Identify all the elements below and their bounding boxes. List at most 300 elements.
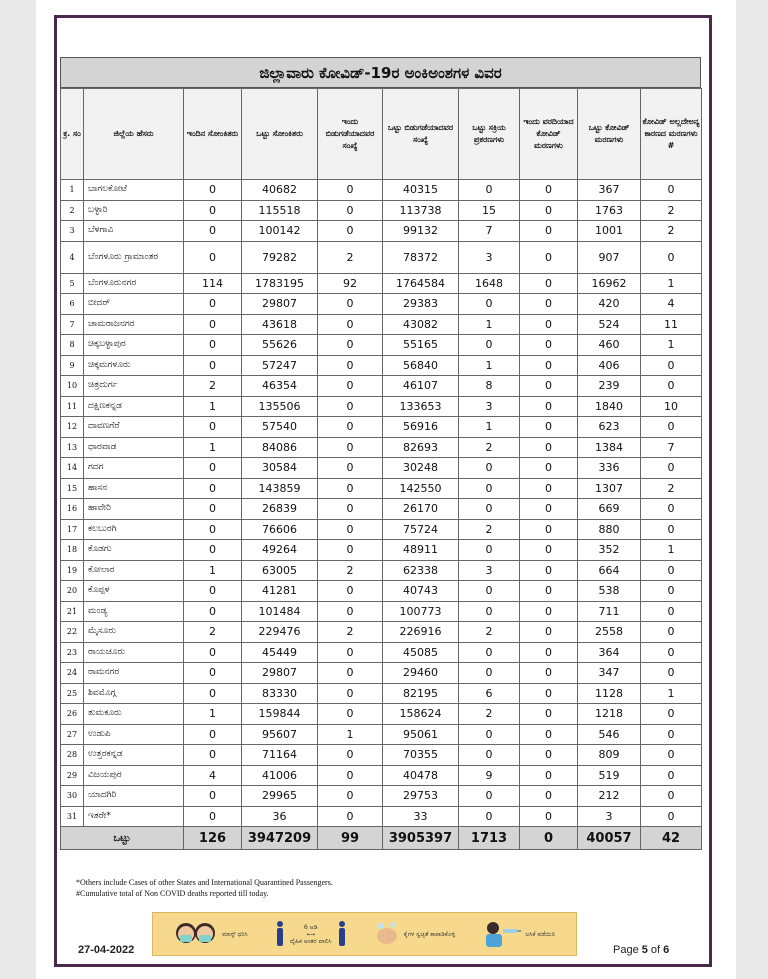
cell-serial: 19 [61,560,84,581]
cell-non-covid-deaths: 0 [641,704,702,725]
total-today-cases: 126 [184,827,242,850]
cell-total-deaths: 538 [578,581,641,602]
cell-district: ಕೋಲಾರ [84,560,184,581]
cell-serial: 10 [61,376,84,397]
cell-non-covid-deaths: 0 [641,786,702,807]
cell-serial: 21 [61,601,84,622]
col-header-total-discharged: ಒಟ್ಟು ಬಿಡುಗಡೆಯಾದವರ ಸಂಖ್ಯೆ [383,89,459,180]
cell-today-cases: 114 [184,273,242,294]
cell-today-discharged: 92 [318,273,383,294]
banner-distance-label: ದೈಹಿಕ ಅಂತರ ಪಾಲಿಸಿ [289,937,332,945]
cell-district: ಧಾರವಾಡ [84,437,184,458]
cell-today-discharged: 0 [318,221,383,242]
table-row [61,437,702,458]
cell-non-covid-deaths: 0 [641,601,702,622]
cell-serial: 18 [61,540,84,561]
cell-today-discharged: 0 [318,642,383,663]
cell-district: ಹಾಸನ [84,478,184,499]
cell-total-deaths: 1001 [578,221,641,242]
cell-today-cases: 0 [184,417,242,438]
cell-total-discharged: 56840 [383,355,459,376]
table-row [61,540,702,561]
cell-today-cases: 0 [184,221,242,242]
table-row [61,314,702,335]
cell-total-cases: 30584 [242,458,318,479]
cell-total-deaths: 336 [578,458,641,479]
cell-today-cases: 1 [184,437,242,458]
cell-total-cases: 43618 [242,314,318,335]
cell-total-cases: 29807 [242,294,318,315]
cell-total-cases: 159844 [242,704,318,725]
cell-today-discharged: 0 [318,396,383,417]
cell-today-discharged: 0 [318,806,383,827]
cell-active-cases: 2 [459,437,520,458]
cell-today-deaths: 0 [520,745,578,766]
page-total: 6 [663,944,670,956]
cell-total-discharged: 82693 [383,437,459,458]
cell-active-cases: 0 [459,458,520,479]
cell-total-cases: 76606 [242,519,318,540]
cell-district: ಬೀದರ್ [84,294,184,315]
cell-today-deaths: 0 [520,642,578,663]
cell-non-covid-deaths: 0 [641,376,702,397]
cell-today-cases: 4 [184,765,242,786]
cell-serial: 8 [61,335,84,356]
cell-total-cases: 229476 [242,622,318,643]
cell-today-deaths: 0 [520,683,578,704]
cell-non-covid-deaths: 1 [641,540,702,561]
table-row [61,294,702,315]
cell-non-covid-deaths: 0 [641,642,702,663]
cell-active-cases: 0 [459,540,520,561]
cell-total-deaths: 239 [578,376,641,397]
cell-non-covid-deaths: 1 [641,273,702,294]
table-row [61,519,702,540]
total-today-deaths: 0 [520,827,578,850]
table-row [61,581,702,602]
cell-active-cases: 0 [459,601,520,622]
cell-today-cases: 0 [184,180,242,201]
cell-non-covid-deaths: 0 [641,663,702,684]
cell-total-cases: 40682 [242,180,318,201]
cell-today-cases: 0 [184,478,242,499]
cell-total-cases: 83330 [242,683,318,704]
cell-today-deaths: 0 [520,458,578,479]
cell-non-covid-deaths: 0 [641,499,702,520]
cell-today-deaths: 0 [520,437,578,458]
cell-active-cases: 3 [459,241,520,273]
banner-distance-text [290,924,332,945]
cell-today-cases: 0 [184,355,242,376]
table-row [61,417,702,438]
col-header-today-discharged: ಇಂದು ಬಿಡುಗಡೆಯಾದವರ ಸಂಖ್ಯೆ [318,89,383,180]
table-row [61,704,702,725]
cell-active-cases: 1 [459,355,520,376]
col-header-district: ಜಿಲ್ಲೆಯ ಹೆಸರು [84,89,184,180]
cell-serial: 4 [61,241,84,273]
banner-distance-value: 6 ಅಡಿ [304,923,318,931]
table-row [61,221,702,242]
cell-non-covid-deaths: 1 [641,335,702,356]
cell-today-deaths: 0 [520,478,578,499]
cell-serial: 2 [61,200,84,221]
cell-district: ಇತರೇ* [84,806,184,827]
cell-today-discharged: 0 [318,376,383,397]
cell-total-discharged: 95061 [383,724,459,745]
cell-non-covid-deaths: 0 [641,724,702,745]
cell-today-discharged: 0 [318,704,383,725]
cell-non-covid-deaths: 0 [641,519,702,540]
cell-total-discharged: 29383 [383,294,459,315]
cell-today-deaths: 0 [520,200,578,221]
cell-active-cases: 0 [459,663,520,684]
cell-today-deaths: 0 [520,519,578,540]
cell-today-cases: 0 [184,241,242,273]
masked-faces-icon [174,919,218,949]
cell-today-cases: 0 [184,335,242,356]
cell-active-cases: 0 [459,806,520,827]
total-discharged: 3905397 [383,827,459,850]
page-number [613,944,669,956]
cell-serial: 31 [61,806,84,827]
cell-total-discharged: 40743 [383,581,459,602]
cell-total-deaths: 669 [578,499,641,520]
table-row [61,724,702,745]
cell-active-cases: 2 [459,704,520,725]
cell-active-cases: 0 [459,335,520,356]
cell-total-cases: 29965 [242,786,318,807]
page-prefix: Page [613,944,642,956]
total-active-cases: 1713 [459,827,520,850]
footnote-others: *Others include Cases of other States and International Quarantined Passengers. [76,878,333,887]
cell-today-cases: 2 [184,376,242,397]
cell-today-cases: 1 [184,704,242,725]
totals-label: ಒಟ್ಟು [61,827,184,850]
cell-active-cases: 0 [459,294,520,315]
cell-active-cases: 1648 [459,273,520,294]
cell-today-deaths: 0 [520,221,578,242]
table-row [61,499,702,520]
cell-today-cases: 1 [184,396,242,417]
cell-total-cases: 41006 [242,765,318,786]
vaccination-icon [481,919,521,949]
cell-active-cases: 0 [459,180,520,201]
cell-total-discharged: 40315 [383,180,459,201]
cell-today-deaths: 0 [520,663,578,684]
cell-total-discharged: 133653 [383,396,459,417]
total-cases: 3947209 [242,827,318,850]
cell-serial: 23 [61,642,84,663]
cell-total-discharged: 29460 [383,663,459,684]
cell-total-discharged: 56916 [383,417,459,438]
cell-serial: 17 [61,519,84,540]
cell-today-deaths: 0 [520,294,578,315]
cell-today-cases: 0 [184,642,242,663]
cell-non-covid-deaths: 1 [641,683,702,704]
cell-today-discharged: 2 [318,622,383,643]
totals-row [61,827,702,850]
table-row [61,683,702,704]
cell-total-discharged: 75724 [383,519,459,540]
cell-today-discharged: 0 [318,786,383,807]
cell-today-deaths: 0 [520,622,578,643]
cell-district: ಯಾದಗಿರಿ [84,786,184,807]
cell-active-cases: 0 [459,724,520,745]
cell-total-deaths: 3 [578,806,641,827]
cell-district: ತುಮಕೂರು [84,704,184,725]
cell-total-cases: 135506 [242,396,318,417]
person-icon [274,920,286,948]
cell-non-covid-deaths: 2 [641,200,702,221]
cell-active-cases: 8 [459,376,520,397]
cell-serial: 14 [61,458,84,479]
cell-today-discharged: 0 [318,314,383,335]
cell-total-discharged: 40478 [383,765,459,786]
table-row [61,241,702,273]
cell-active-cases: 15 [459,200,520,221]
table-row [61,273,702,294]
cell-today-deaths: 0 [520,765,578,786]
cell-district: ಕೊಪ್ಪಳ [84,581,184,602]
cell-today-discharged: 0 [318,540,383,561]
cell-today-discharged: 0 [318,478,383,499]
cell-total-discharged: 113738 [383,200,459,221]
cell-district: ಗದಗ [84,458,184,479]
cell-total-deaths: 1307 [578,478,641,499]
cell-total-deaths: 623 [578,417,641,438]
cell-today-cases: 2 [184,622,242,643]
cell-today-cases: 0 [184,519,242,540]
report-date: 27-04-2022 [78,944,135,956]
cell-today-cases: 1 [184,560,242,581]
cell-today-cases: 0 [184,294,242,315]
cell-district: ಬೆಂಗಳೂರುನಗರ [84,273,184,294]
cell-total-deaths: 664 [578,560,641,581]
table-row [61,786,702,807]
cell-serial: 6 [61,294,84,315]
cell-today-discharged: 0 [318,335,383,356]
cell-today-cases: 0 [184,540,242,561]
cell-today-deaths: 0 [520,314,578,335]
table-body [61,180,702,827]
cell-serial: 7 [61,314,84,335]
col-header-active-cases: ಒಟ್ಟು ಸಕ್ರಿಯ ಪ್ರಕರಣಗಳು [459,89,520,180]
cell-district: ಚಿಕ್ಕಬಳ್ಳಾಪುರ [84,335,184,356]
cell-non-covid-deaths: 4 [641,294,702,315]
district-covid-table [60,88,702,850]
cell-total-cases: 100142 [242,221,318,242]
cell-total-discharged: 33 [383,806,459,827]
cell-today-discharged: 0 [318,437,383,458]
cell-today-deaths: 0 [520,724,578,745]
cell-today-discharged: 0 [318,765,383,786]
cell-total-cases: 84086 [242,437,318,458]
cell-today-discharged: 0 [318,601,383,622]
cell-district: ಶಿವಮೊಗ್ಗ [84,683,184,704]
cell-active-cases: 0 [459,642,520,663]
cell-district: ಮೈಸೂರು [84,622,184,643]
table-row [61,663,702,684]
cell-non-covid-deaths: 0 [641,355,702,376]
cell-active-cases: 0 [459,499,520,520]
cell-total-deaths: 460 [578,335,641,356]
cell-district: ದಾವಣಗೆರೆ [84,417,184,438]
cell-today-discharged: 0 [318,180,383,201]
table-row [61,396,702,417]
cell-total-discharged: 48911 [383,540,459,561]
cell-total-deaths: 352 [578,540,641,561]
cell-total-deaths: 367 [578,180,641,201]
col-header-non-covid-deaths: ಕೋವಿಡ್ ಅಲ್ಲದೇಅನ್ಯ ಕಾರಣದ ಮರಣಗಳು # [641,89,702,180]
cell-total-cases: 1783195 [242,273,318,294]
cell-non-covid-deaths: 0 [641,417,702,438]
cell-total-deaths: 420 [578,294,641,315]
cell-today-deaths: 0 [520,241,578,273]
cell-total-deaths: 406 [578,355,641,376]
cell-district: ರಾಮನಗರ [84,663,184,684]
cell-serial: 12 [61,417,84,438]
cell-district: ಉಡುಪಿ [84,724,184,745]
table-row [61,335,702,356]
cell-serial: 16 [61,499,84,520]
cell-district: ರಾಯಚೂರು [84,642,184,663]
total-today-discharged: 99 [318,827,383,850]
table-header-row [61,89,702,180]
cell-total-cases: 49264 [242,540,318,561]
cell-district: ಬೆಳಗಾವಿ [84,221,184,242]
table-row [61,458,702,479]
cell-non-covid-deaths: 2 [641,478,702,499]
cell-total-discharged: 226916 [383,622,459,643]
cell-total-cases: 45449 [242,642,318,663]
cell-non-covid-deaths: 7 [641,437,702,458]
table-row [61,806,702,827]
cell-total-deaths: 1763 [578,200,641,221]
cell-serial: 3 [61,221,84,242]
cell-active-cases: 1 [459,417,520,438]
cell-total-cases: 95607 [242,724,318,745]
page-current: 5 [641,944,648,956]
cell-total-discharged: 30248 [383,458,459,479]
cell-district: ಚಿತ್ರದುರ್ಗ [84,376,184,397]
cell-district: ಕಲಬುರಗಿ [84,519,184,540]
cell-district: ಬಾಗಲಕೋಟೆ [84,180,184,201]
cell-active-cases: 3 [459,560,520,581]
cell-non-covid-deaths: 0 [641,765,702,786]
table-row [61,355,702,376]
cell-non-covid-deaths: 10 [641,396,702,417]
cell-total-discharged: 142550 [383,478,459,499]
cell-serial: 22 [61,622,84,643]
cell-total-deaths: 212 [578,786,641,807]
cell-district: ಹಾವೇರಿ [84,499,184,520]
cell-total-deaths: 1384 [578,437,641,458]
total-non-covid-deaths: 42 [641,827,702,850]
cell-today-discharged: 0 [318,355,383,376]
cell-today-discharged: 2 [318,560,383,581]
cell-total-discharged: 29753 [383,786,459,807]
cell-total-deaths: 711 [578,601,641,622]
cell-district: ಚಾಮರಾಜನಗರ [84,314,184,335]
cell-total-discharged: 26170 [383,499,459,520]
cell-serial: 24 [61,663,84,684]
banner-hygiene-label: ಕೈಗಳ ಸ್ವಚ್ಛತೆ ಕಾಪಾಡಿಕೊಳ್ಳಿ [403,930,456,938]
hand-wash-icon [374,920,400,948]
cell-today-deaths: 0 [520,540,578,561]
cell-active-cases: 1 [459,314,520,335]
banner-vaccine-label: ಲಸಿಕೆ ಪಡೆಯಿರಿ [525,930,555,938]
cell-active-cases: 0 [459,478,520,499]
cell-serial: 28 [61,745,84,766]
cell-today-cases: 0 [184,499,242,520]
cell-total-cases: 26839 [242,499,318,520]
cell-today-deaths: 0 [520,601,578,622]
total-deaths: 40057 [578,827,641,850]
cell-serial: 26 [61,704,84,725]
cell-today-discharged: 0 [318,519,383,540]
cell-today-cases: 0 [184,314,242,335]
cell-today-cases: 0 [184,200,242,221]
cell-total-cases: 36 [242,806,318,827]
cell-today-deaths: 0 [520,180,578,201]
table-title: ಜಿಲ್ಲಾವಾರು ಕೋವಿಡ್-19ರ ಅಂಕಿಅಂಶಗಳ ವಿವರ [60,57,701,88]
cell-total-cases: 57247 [242,355,318,376]
cell-today-discharged: 0 [318,458,383,479]
cell-today-deaths: 0 [520,786,578,807]
table-row [61,180,702,201]
cell-district: ಮಂಡ್ಯ [84,601,184,622]
cell-total-discharged: 78372 [383,241,459,273]
cell-today-deaths: 0 [520,581,578,602]
cell-active-cases: 0 [459,745,520,766]
cell-district: ಬೆಂಗಳೂರು ಗ್ರಾಮಾಂತರ [84,241,184,273]
cell-today-discharged: 2 [318,241,383,273]
cell-non-covid-deaths: 2 [641,221,702,242]
cell-total-cases: 63005 [242,560,318,581]
footnotes [76,877,333,899]
cell-today-discharged: 0 [318,200,383,221]
cell-district: ಕೊಡಗು [84,540,184,561]
cell-today-deaths: 0 [520,499,578,520]
table-row [61,765,702,786]
cell-non-covid-deaths: 0 [641,241,702,273]
cell-total-deaths: 16962 [578,273,641,294]
cell-total-discharged: 70355 [383,745,459,766]
cell-non-covid-deaths: 0 [641,622,702,643]
cell-active-cases: 0 [459,786,520,807]
cell-active-cases: 3 [459,396,520,417]
cell-serial: 29 [61,765,84,786]
cell-non-covid-deaths: 0 [641,180,702,201]
cell-active-cases: 7 [459,221,520,242]
col-header-today-deaths: ಇಂದು ವರದಿಯಾದ ಕೋವಿಡ್ ಮರಣಗಳು [520,89,578,180]
cell-non-covid-deaths: 0 [641,560,702,581]
cell-today-cases: 0 [184,745,242,766]
cell-non-covid-deaths: 0 [641,806,702,827]
covid-appropriate-behaviour-banner [152,912,577,956]
cell-today-discharged: 0 [318,581,383,602]
cell-serial: 9 [61,355,84,376]
cell-total-cases: 79282 [242,241,318,273]
col-header-total-cases: ಒಟ್ಟು ಸೋಂಕಿತರು [242,89,318,180]
cell-total-discharged: 158624 [383,704,459,725]
table-row [61,622,702,643]
cell-active-cases: 0 [459,581,520,602]
cell-today-discharged: 0 [318,499,383,520]
table-row [61,478,702,499]
cell-total-discharged: 46107 [383,376,459,397]
cell-today-cases: 0 [184,806,242,827]
